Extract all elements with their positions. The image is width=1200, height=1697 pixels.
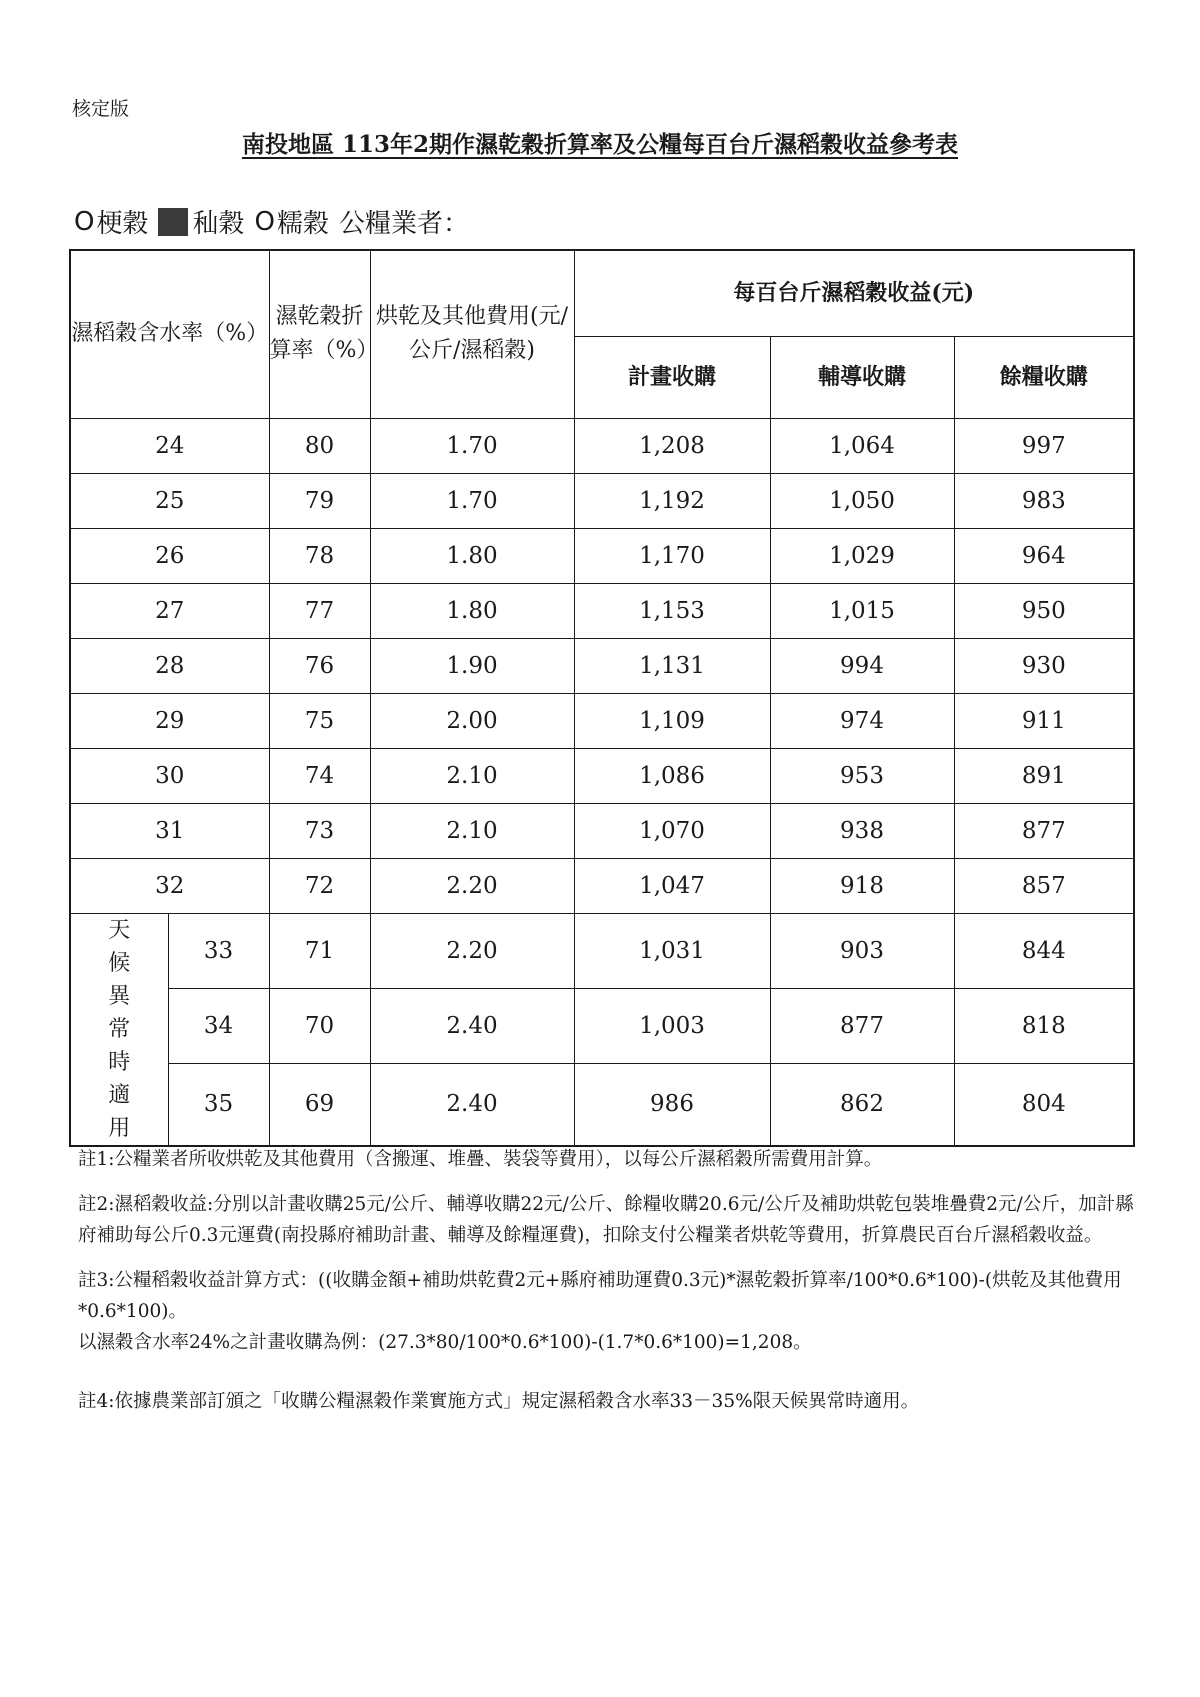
header-drying-fee: 烘乾及其他費用(元/公斤/濕稻穀) <box>370 250 574 418</box>
notes-section <box>78 1144 1138 1417</box>
cell-conversion: 72 <box>269 858 370 913</box>
cell-guided: 953 <box>770 748 954 803</box>
cell-fee: 2.40 <box>370 988 574 1063</box>
cell-guided: 918 <box>770 858 954 913</box>
grain-option-label: 糯穀 <box>276 209 329 239</box>
note-2: 註2:濕稻穀收益:分別以計畫收購25元/公斤、輔導收購22元/公斤、餘糧收購20.6元/公斤及補助烘乾包裝堆疊費2元/公斤，加計縣府補助每公斤0.3元運費(南投縣府補助計畫、輔導及餘糧運費)，扣除支付公糧業者烘乾等費用，折算農民百台斤濕稻穀收益。 <box>78 1194 1134 1246</box>
cell-fee: 2.10 <box>370 748 574 803</box>
header-guided: 輔導收購 <box>770 336 954 418</box>
cell-moisture: 29 <box>70 693 269 748</box>
cell-guided: 862 <box>770 1063 954 1145</box>
cell-planned: 1,003 <box>574 988 770 1063</box>
cell-planned: 986 <box>574 1063 770 1145</box>
grain-type-selector <box>74 203 469 240</box>
cell-moisture: 35 <box>168 1063 269 1145</box>
note-1: 註1:公糧業者所收烘乾及其他費用（含搬運、堆疊、裝袋等費用），以每公斤濕稻穀所需費用計算。 <box>78 1149 883 1170</box>
cell-fee: 1.80 <box>370 583 574 638</box>
cell-conversion: 73 <box>269 803 370 858</box>
document-version-label: 核定版 <box>72 98 130 120</box>
cell-guided: 974 <box>770 693 954 748</box>
cell-surplus: 804 <box>954 1063 1134 1145</box>
cell-conversion: 77 <box>269 583 370 638</box>
table-row <box>70 748 1134 803</box>
cell-moisture: 33 <box>168 913 269 988</box>
header-moisture: 濕稻穀含水率（%） <box>70 250 269 418</box>
grain-option-label: 秈穀 <box>192 209 245 239</box>
cell-surplus: 983 <box>954 473 1134 528</box>
cell-planned: 1,109 <box>574 693 770 748</box>
abnormal-weather-label: 天候異常時適用 <box>70 913 168 1146</box>
cell-moisture: 27 <box>70 583 269 638</box>
cell-conversion: 78 <box>269 528 370 583</box>
cell-conversion: 69 <box>269 1063 370 1145</box>
header-conversion: 濕乾穀折算率（%） <box>269 250 370 418</box>
cell-conversion: 76 <box>269 638 370 693</box>
cell-moisture: 24 <box>70 418 269 473</box>
cell-fee: 2.10 <box>370 803 574 858</box>
cell-moisture: 30 <box>70 748 269 803</box>
cell-planned: 1,131 <box>574 638 770 693</box>
cell-moisture: 28 <box>70 638 269 693</box>
cell-planned: 1,047 <box>574 858 770 913</box>
cell-surplus: 857 <box>954 858 1134 913</box>
cell-planned: 1,170 <box>574 528 770 583</box>
cell-guided: 903 <box>770 913 954 988</box>
cell-guided: 994 <box>770 638 954 693</box>
note-3-example: 以濕穀含水率24%之計畫收購為例：(27.3*80/100*0.6*100)-(1.7*0.6*100)=1,208。 <box>78 1332 812 1353</box>
cell-guided: 938 <box>770 803 954 858</box>
cell-surplus: 891 <box>954 748 1134 803</box>
cell-conversion: 74 <box>269 748 370 803</box>
cell-guided: 1,064 <box>770 418 954 473</box>
cell-fee: 2.20 <box>370 913 574 988</box>
cell-guided: 877 <box>770 988 954 1063</box>
cell-fee: 2.00 <box>370 693 574 748</box>
filled-checkbox-icon <box>158 208 188 236</box>
cell-fee: 1.70 <box>370 418 574 473</box>
header-surplus: 餘糧收購 <box>954 336 1134 418</box>
cell-conversion: 79 <box>269 473 370 528</box>
cell-fee: 2.20 <box>370 858 574 913</box>
cell-guided: 1,050 <box>770 473 954 528</box>
empty-checkbox-icon: O <box>254 206 275 237</box>
cell-conversion: 71 <box>269 913 370 988</box>
grain-option-japonica[interactable] <box>74 203 148 240</box>
note-3: 註3:公糧稻穀收益計算方式：((收購金額+補助烘乾費2元+縣府補助運費0.3元)*濕乾穀折算率/100*0.6*100)-(烘乾及其他費用*0.6*100)。 <box>78 1270 1122 1322</box>
cell-moisture: 31 <box>70 803 269 858</box>
cell-surplus: 997 <box>954 418 1134 473</box>
cell-planned: 1,208 <box>574 418 770 473</box>
cell-guided: 1,015 <box>770 583 954 638</box>
cell-planned: 1,086 <box>574 748 770 803</box>
cell-planned: 1,153 <box>574 583 770 638</box>
income-reference-table <box>69 249 1135 1147</box>
table-row <box>70 693 1134 748</box>
cell-moisture: 34 <box>168 988 269 1063</box>
table-row <box>70 638 1134 693</box>
cell-surplus: 844 <box>954 913 1134 988</box>
grain-option-indica[interactable] <box>158 203 244 240</box>
cell-planned: 1,070 <box>574 803 770 858</box>
cell-surplus: 930 <box>954 638 1134 693</box>
cell-moisture: 25 <box>70 473 269 528</box>
cell-guided: 1,029 <box>770 528 954 583</box>
empty-checkbox-icon: O <box>74 206 95 237</box>
table-row <box>70 583 1134 638</box>
page-title: 南投地區 113年2期作濕乾穀折算率及公糧每百台斤濕稻穀收益參考表 <box>241 131 959 158</box>
cell-surplus: 964 <box>954 528 1134 583</box>
note-4: 註4:依據農業部訂頒之「收購公糧濕穀作業實施方式」規定濕稻穀含水率33－35%限天候異常時適用。 <box>78 1391 920 1412</box>
cell-moisture: 26 <box>70 528 269 583</box>
table-row <box>70 803 1134 858</box>
cell-planned: 1,031 <box>574 913 770 988</box>
header-income-group: 每百台斤濕稻穀收益(元) <box>574 250 1134 336</box>
cell-fee: 2.40 <box>370 1063 574 1145</box>
table-row <box>70 473 1134 528</box>
table-row <box>70 988 1134 1063</box>
grain-option-glutinous[interactable] <box>255 203 329 240</box>
cell-conversion: 75 <box>269 693 370 748</box>
table-row <box>70 528 1134 583</box>
vendor-label: 公糧業者： <box>338 209 469 239</box>
table-row <box>70 913 1134 988</box>
cell-conversion: 80 <box>269 418 370 473</box>
table-row <box>70 858 1134 913</box>
cell-fee: 1.90 <box>370 638 574 693</box>
header-planned: 計畫收購 <box>574 336 770 418</box>
cell-surplus: 911 <box>954 693 1134 748</box>
cell-conversion: 70 <box>269 988 370 1063</box>
cell-fee: 1.70 <box>370 473 574 528</box>
cell-fee: 1.80 <box>370 528 574 583</box>
table-row <box>70 418 1134 473</box>
cell-surplus: 950 <box>954 583 1134 638</box>
table-row <box>70 1063 1134 1145</box>
grain-option-label: 梗穀 <box>96 209 149 239</box>
cell-moisture: 32 <box>70 858 269 913</box>
cell-surplus: 877 <box>954 803 1134 858</box>
cell-surplus: 818 <box>954 988 1134 1063</box>
cell-planned: 1,192 <box>574 473 770 528</box>
